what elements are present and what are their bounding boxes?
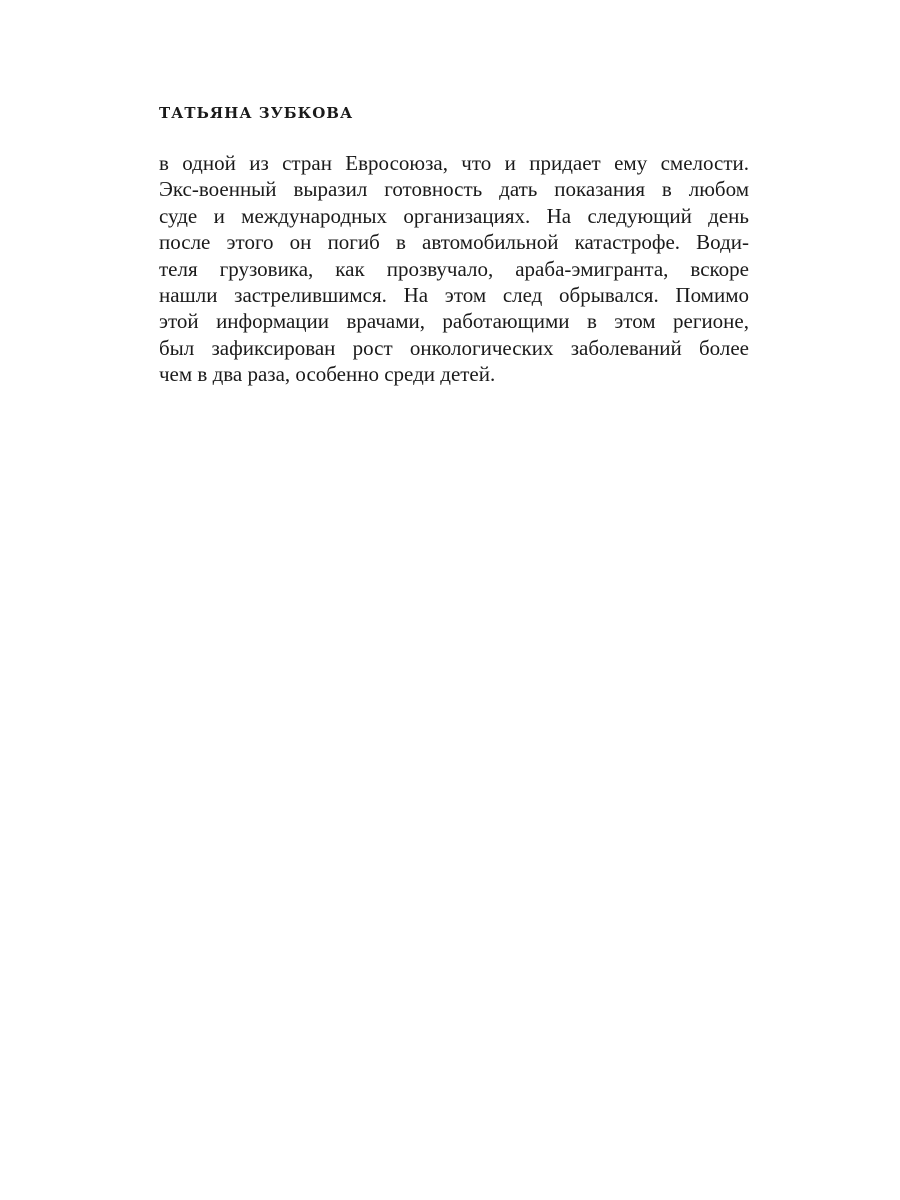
text-line: этой информации врачами, работающими в этом регионе,	[159, 309, 749, 334]
text-line: после этого он погиб в автомобильной катастрофе. Води-	[159, 230, 749, 255]
body-text	[159, 150, 749, 388]
running-head-author: ТАТЬЯНА ЗУБКОВА	[159, 104, 354, 122]
text-line: Экс-военный выразил готовность дать показания в любом	[159, 177, 749, 202]
text-line: суде и международных организациях. На следующий день	[159, 203, 749, 228]
text-line: чем в два раза, особенно среди детей.	[159, 362, 496, 387]
text-line: был зафиксирован рост онкологических заболеваний более	[159, 335, 749, 360]
text-line: нашли застрелившимся. На этом след обрывался. Помимо	[159, 282, 749, 307]
text-line: в одной из стран Евросоюза, что и придает ему смелости.	[159, 151, 749, 175]
text-line: теля грузовика, как прозвучало, араба-эмигранта, вскоре	[159, 256, 749, 281]
